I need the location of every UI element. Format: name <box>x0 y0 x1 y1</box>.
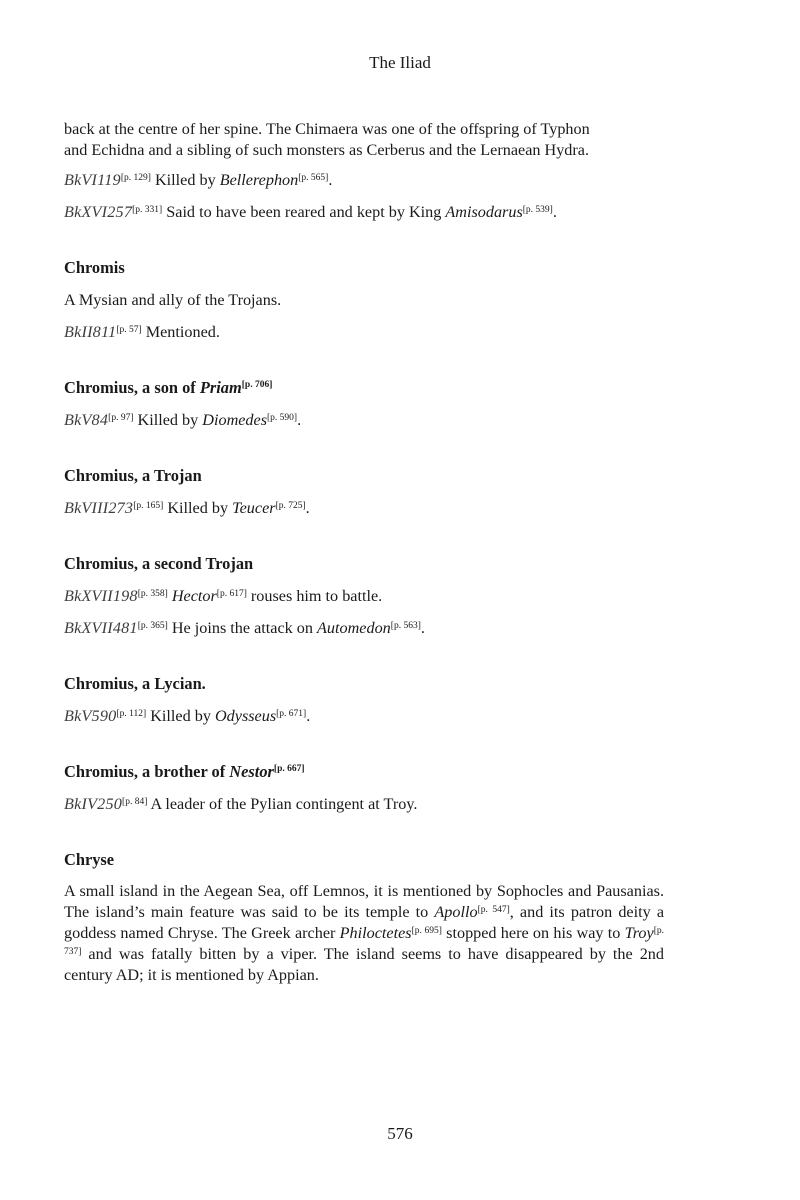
reference-line <box>64 201 664 223</box>
cross-reference-link[interactable]: Apollo <box>434 903 478 921</box>
cross-reference-link[interactable]: Bellerephon <box>219 171 299 189</box>
cross-reference-link[interactable]: Hector <box>171 587 217 605</box>
reference-line <box>64 321 664 343</box>
description-text: , and its patron deity a goddess named Chryse. The Greek archer <box>64 903 665 942</box>
reference-text: . <box>420 619 425 637</box>
reference-text: Killed by <box>150 171 220 189</box>
entry-description <box>64 881 664 986</box>
book-reference-link[interactable]: BkV590 <box>64 707 117 725</box>
page-reference-link[interactable]: [p. 563] <box>390 621 421 631</box>
page-reference-link[interactable]: [p. 737] <box>64 926 665 957</box>
description-text: A small island in the Aegean Sea, off Lemnos, it is mentioned by Sophocles and Pausanias. The island’s main feature was said to be its temple to <box>64 882 664 921</box>
reference-line <box>64 585 664 607</box>
page-reference-link[interactable]: [p. 547] <box>477 905 510 915</box>
book-reference-link[interactable]: BkIV250 <box>64 795 123 813</box>
entry-description: A Mysian and ally of the Trojans. <box>64 291 282 309</box>
book-reference-link[interactable]: BkVIII273 <box>64 499 134 517</box>
page-reference-link[interactable]: [p. 129] <box>120 173 151 183</box>
page-reference-link[interactable]: [p. 706] <box>241 380 273 390</box>
reference-text: He joins the attack on <box>167 619 318 637</box>
continuation-paragraph <box>64 119 664 161</box>
page-reference-link[interactable]: [p. 97] <box>108 413 134 423</box>
entry-chromis <box>64 257 664 343</box>
page-reference-link[interactable]: [p. 590] <box>267 413 298 423</box>
page-reference-link[interactable]: [p. 695] <box>411 926 442 936</box>
page-reference-link[interactable]: [p. 358] <box>137 589 168 599</box>
reference-text: rouses him to battle. <box>246 587 383 605</box>
reference-text: . <box>328 171 333 189</box>
page-reference-link[interactable]: [p. 165] <box>133 501 164 511</box>
entry-chromius-brother-of-nestor <box>64 761 664 815</box>
reference-text: Killed by <box>146 707 215 725</box>
running-header: The Iliad <box>369 53 431 72</box>
page-reference-link[interactable]: [p. 57] <box>116 325 142 335</box>
reference-line <box>64 409 664 431</box>
heading-text: Chromius, a brother of <box>64 762 230 781</box>
reference-text: . <box>306 707 311 725</box>
heading-cross-reference-link[interactable]: Nestor <box>229 762 274 781</box>
entry-heading: Chromius, a second Trojan <box>64 554 254 573</box>
page-number: 576 <box>387 1124 413 1143</box>
reference-text: Mentioned. <box>141 323 220 341</box>
continuation-line-1: back at the centre of her spine. The Chimaera was one of the offspring of Typhon <box>64 120 590 138</box>
cross-reference-link[interactable]: Diomedes <box>202 411 268 429</box>
reference-line <box>64 705 664 727</box>
page-reference-link[interactable]: [p. 84] <box>122 797 148 807</box>
entry-heading <box>64 377 664 399</box>
entry-chromius-second-trojan <box>64 553 664 639</box>
page-reference-link[interactable]: [p. 565] <box>298 173 329 183</box>
page-reference-link[interactable]: [p. 617] <box>216 589 247 599</box>
cross-reference-link[interactable]: Troy <box>624 924 654 942</box>
description-text: and was fatally bitten by a viper. The island seems to have disappeared by the 2nd century AD; it is mentioned by Appian. <box>64 945 664 984</box>
cross-reference-link[interactable]: Philoctetes <box>339 924 412 942</box>
book-reference-link[interactable]: BkVI119 <box>64 171 121 189</box>
reference-text: Said to have been reared and kept by King <box>162 203 446 221</box>
book-reference-link[interactable]: BkII811 <box>64 323 117 341</box>
page-reference-link[interactable]: [p. 365] <box>137 621 168 631</box>
reference-text: Killed by <box>163 499 233 517</box>
description-text: stopped here on his way to <box>441 924 625 942</box>
page-reference-link[interactable]: [p. 671] <box>276 709 307 719</box>
page-reference-link[interactable]: [p. 667] <box>273 764 305 774</box>
cross-reference-link[interactable]: Odysseus <box>214 707 277 725</box>
entry-chromius-trojan <box>64 465 664 519</box>
heading-text: Chromius, a son of <box>64 378 200 397</box>
reference-line <box>64 793 664 815</box>
reference-text: A leader of the Pylian contingent at Troy. <box>147 795 418 813</box>
reference-text: . <box>305 499 310 517</box>
book-reference-link[interactable]: BkXVI257 <box>64 203 133 221</box>
page-content <box>64 119 664 986</box>
cross-reference-link[interactable]: Automedon <box>317 619 391 637</box>
reference-text: Killed by <box>133 411 203 429</box>
entry-heading: Chromius, a Trojan <box>64 466 202 485</box>
entry-heading: Chryse <box>64 850 115 869</box>
page-reference-link[interactable]: [p. 539] <box>522 205 553 215</box>
book-reference-link[interactable]: BkXVII198 <box>64 587 138 605</box>
heading-cross-reference-link[interactable]: Priam <box>199 378 242 397</box>
reference-line <box>64 617 664 639</box>
continuation-line-2: and Echidna and a sibling of such monsters as Cerberus and the Lernaean Hydra. <box>64 141 590 159</box>
page-reference-link[interactable]: [p. 331] <box>132 205 163 215</box>
book-reference-link[interactable]: BkV84 <box>64 411 109 429</box>
entry-chryse <box>64 849 664 986</box>
entry-chromius-son-of-priam <box>64 377 664 431</box>
entry-heading: Chromius, a Lycian. <box>64 674 206 693</box>
reference-text: . <box>552 203 557 221</box>
reference-line <box>64 169 664 191</box>
page-reference-link[interactable]: [p. 725] <box>275 501 306 511</box>
entry-heading <box>64 761 664 783</box>
reference-text: . <box>297 411 302 429</box>
book-reference-link[interactable]: BkXVII481 <box>64 619 138 637</box>
page-reference-link[interactable]: [p. 112] <box>116 709 147 719</box>
cross-reference-link[interactable]: Teucer <box>232 499 276 517</box>
entry-heading: Chromis <box>64 258 125 277</box>
cross-reference-link[interactable]: Amisodarus <box>445 203 523 221</box>
reference-line <box>64 497 664 519</box>
entry-chromius-lycian <box>64 673 664 727</box>
